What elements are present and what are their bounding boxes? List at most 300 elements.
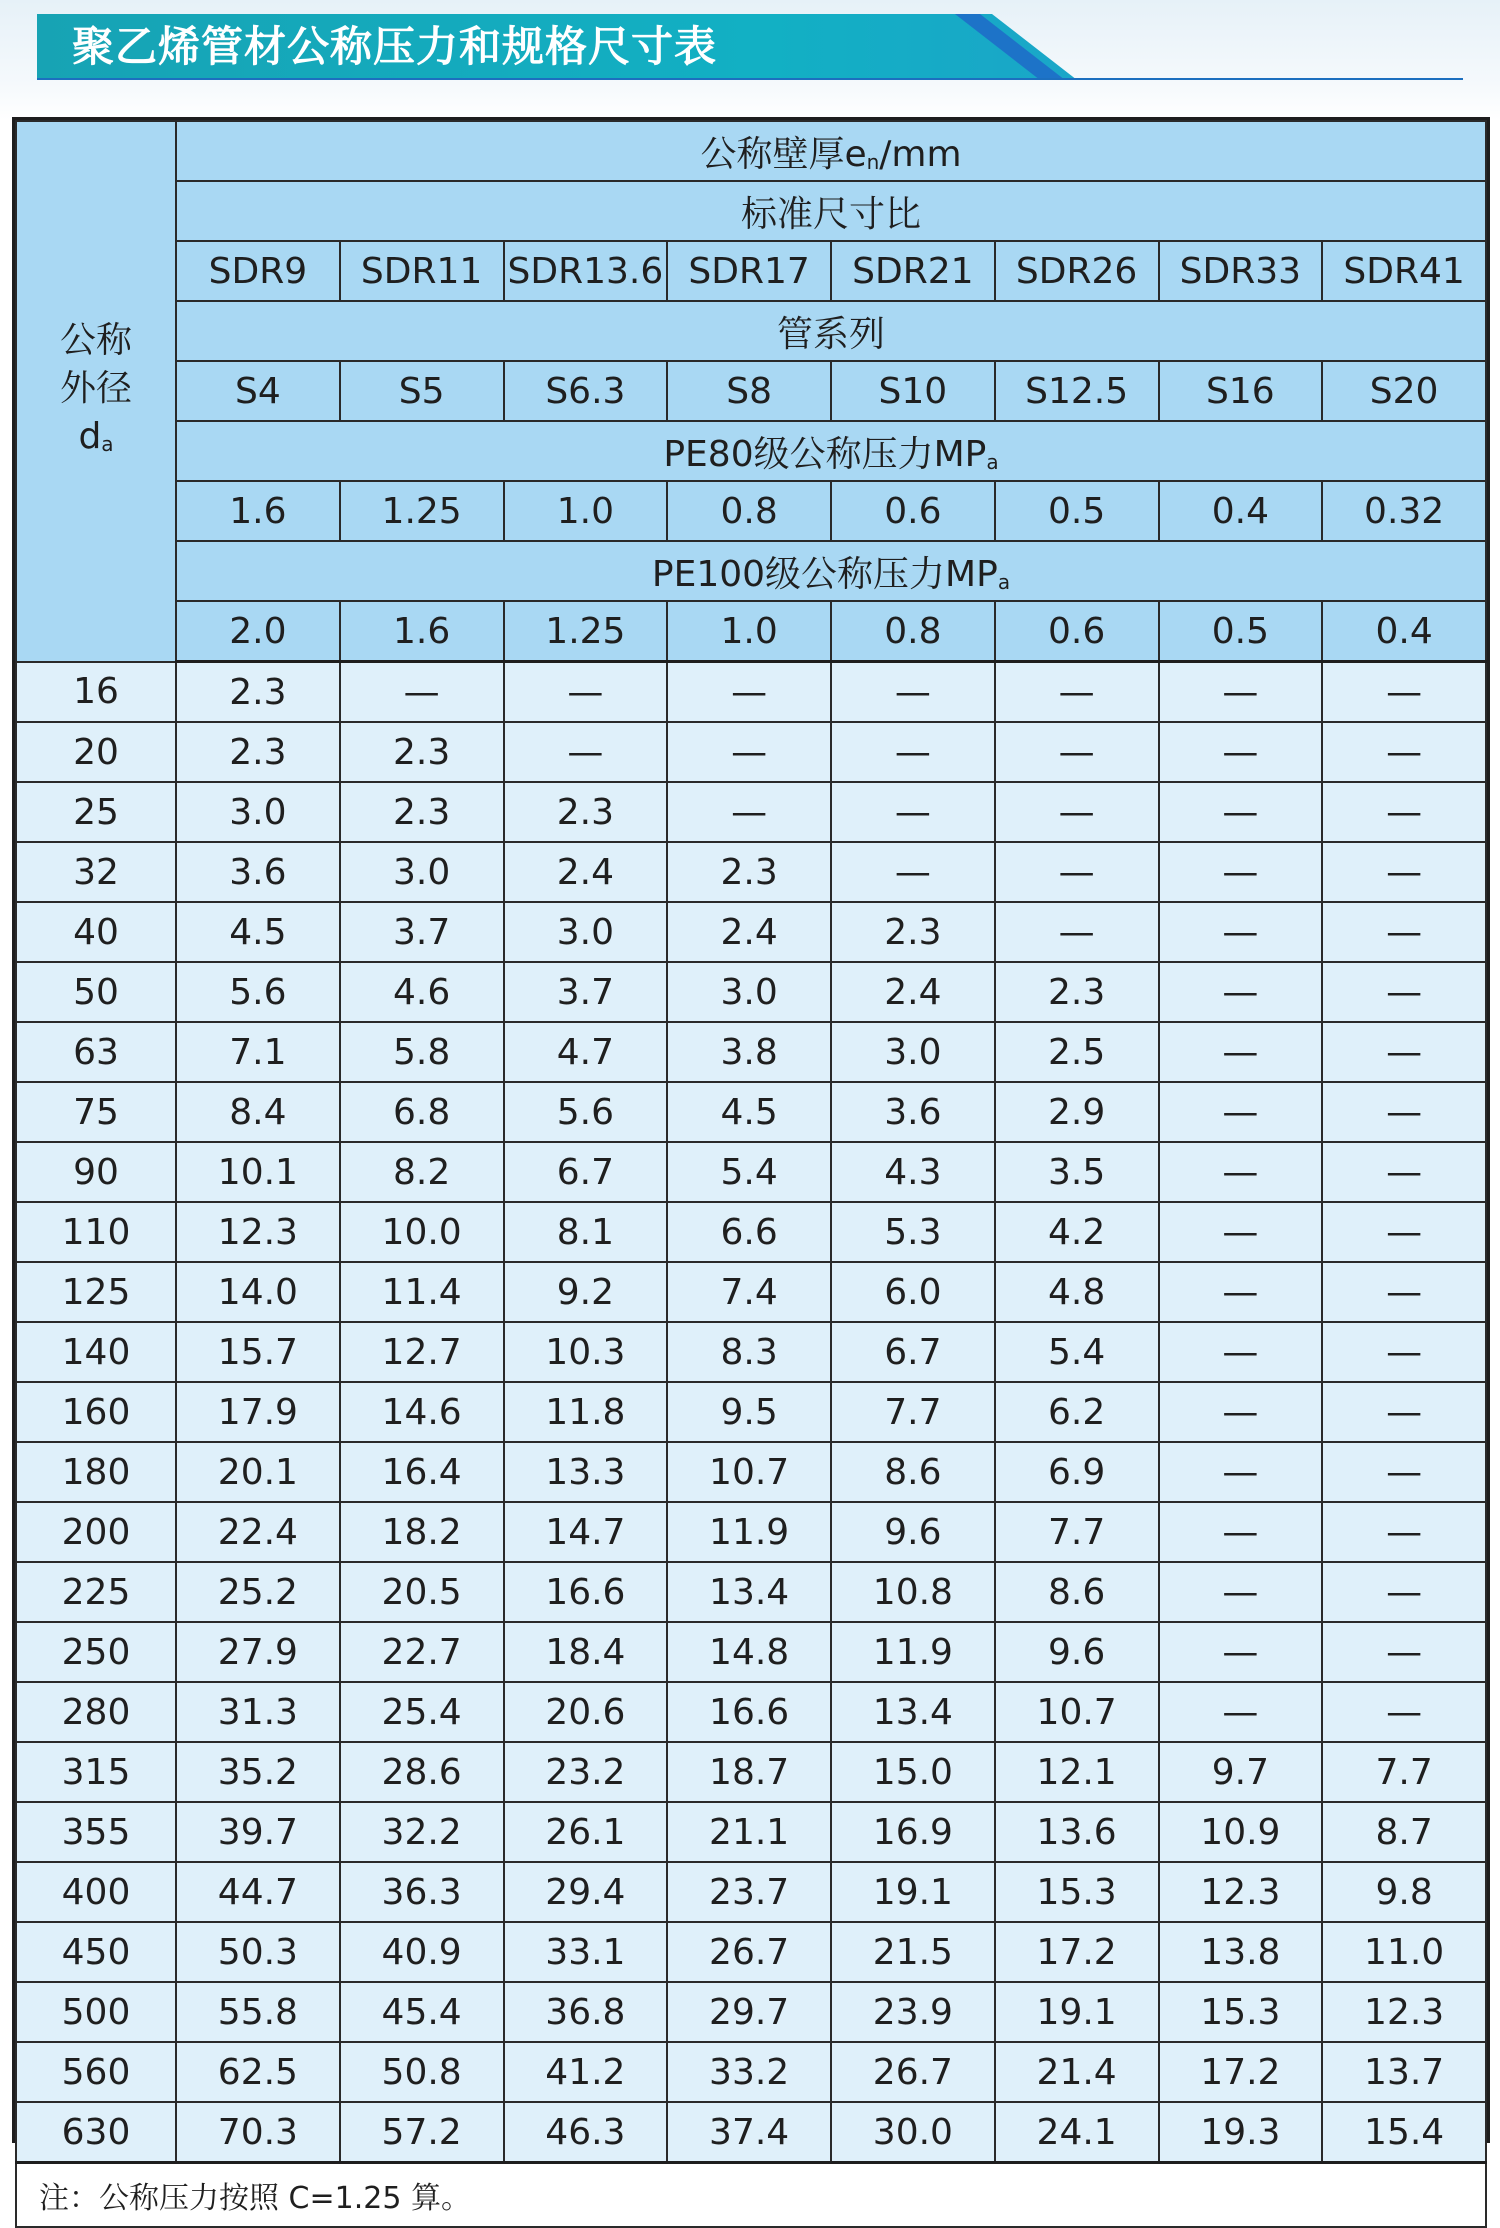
wall-thickness-cell: 7.1 — [176, 1022, 340, 1082]
wall-thickness-cell: 2.4 — [831, 962, 995, 1022]
wall-thickness-cell: — — [667, 782, 831, 842]
wall-thickness-cell: 32.2 — [340, 1802, 504, 1862]
wall-thickness-cell: 2.3 — [504, 782, 668, 842]
pe100-pressure-cell: 0.8 — [831, 601, 995, 662]
footnote-row — [16, 2163, 1486, 2228]
wall-thickness-cell: 3.6 — [176, 842, 340, 902]
wall-thickness-cell: 26.1 — [504, 1802, 668, 1862]
wall-thickness-cell: 2.5 — [995, 1022, 1159, 1082]
wall-thickness-cell: 13.6 — [995, 1802, 1159, 1862]
table-row — [16, 722, 1486, 782]
wall-thickness-cell: — — [1159, 842, 1323, 902]
series-cell: S12.5 — [995, 361, 1159, 421]
header-row-pe100-values — [16, 601, 1486, 662]
wall-thickness-cell: 24.1 — [995, 2102, 1159, 2163]
table-row — [16, 1262, 1486, 1322]
wall-thickness-cell: 29.7 — [667, 1982, 831, 2042]
wall-thickness-cell: — — [1322, 662, 1486, 723]
wall-thickness-cell: — — [1322, 1382, 1486, 1442]
wall-thickness-cell: 4.5 — [176, 902, 340, 962]
wall-thickness-cell: 5.6 — [504, 1082, 668, 1142]
pe100-pressure-cell: 1.6 — [340, 601, 504, 662]
wall-thickness-cell: 10.1 — [176, 1142, 340, 1202]
wall-thickness-cell: 17.2 — [995, 1922, 1159, 1982]
header-row-sdr-values — [16, 241, 1486, 301]
wall-thickness-cell: 8.3 — [667, 1322, 831, 1382]
wall-thickness-cell: — — [1159, 1082, 1323, 1142]
wall-thickness-cell: 21.5 — [831, 1922, 995, 1982]
pe80-pressure-cell: 1.0 — [504, 481, 668, 541]
wall-thickness-cell: 16.6 — [667, 1682, 831, 1742]
wall-thickness-cell: 70.3 — [176, 2102, 340, 2163]
outer-diameter-header — [16, 121, 176, 662]
outer-diameter-cell: 90 — [16, 1142, 176, 1202]
wall-thickness-cell: — — [1322, 782, 1486, 842]
pe80-pressure-cell: 1.25 — [340, 481, 504, 541]
wall-thickness-cell: 9.6 — [831, 1502, 995, 1562]
wall-thickness-cell: 12.3 — [176, 1202, 340, 1262]
pe100-pressure-cell: 1.25 — [504, 601, 668, 662]
wall-thickness-cell: — — [667, 722, 831, 782]
wall-thickness-cell: 26.7 — [831, 2042, 995, 2102]
wall-thickness-cell: — — [504, 662, 668, 723]
wall-thickness-cell: — — [1159, 1262, 1323, 1322]
wall-thickness-cell: 25.4 — [340, 1682, 504, 1742]
wall-thickness-cell: 9.7 — [1159, 1742, 1323, 1802]
wall-thickness-cell: 12.3 — [1159, 1862, 1323, 1922]
series-cell: S6.3 — [504, 361, 668, 421]
wall-thickness-cell: — — [831, 662, 995, 723]
od-label-line2: 外径 — [59, 368, 132, 410]
wall-thickness-cell: — — [831, 842, 995, 902]
wall-thickness-cell: — — [1322, 1502, 1486, 1562]
wall-thickness-cell: 14.7 — [504, 1502, 668, 1562]
wall-thickness-cell: 37.4 — [667, 2102, 831, 2163]
wall-thickness-cell: 8.1 — [504, 1202, 668, 1262]
wall-thickness-cell: 17.2 — [1159, 2042, 1323, 2102]
wall-thickness-cell: 11.8 — [504, 1382, 668, 1442]
pe100-pressure-cell: 0.4 — [1322, 601, 1486, 662]
sdr-cell: SDR13.6 — [504, 241, 668, 301]
wall-thickness-cell: 19.1 — [831, 1862, 995, 1922]
wall-thickness-cell: — — [1159, 1382, 1323, 1442]
outer-diameter-cell: 400 — [16, 1862, 176, 1922]
wall-thickness-cell: — — [995, 842, 1159, 902]
wall-thickness-cell: — — [1322, 1682, 1486, 1742]
wall-thickness-cell: 18.7 — [667, 1742, 831, 1802]
outer-diameter-cell: 225 — [16, 1562, 176, 1622]
table-row — [16, 2102, 1486, 2163]
table-row — [16, 1922, 1486, 1982]
outer-diameter-cell: 140 — [16, 1322, 176, 1382]
series-cell: S8 — [667, 361, 831, 421]
wall-thickness-cell: 9.5 — [667, 1382, 831, 1442]
header-row-pe80-label — [16, 421, 1486, 481]
wall-thickness-cell: 26.7 — [667, 1922, 831, 1982]
wall-thickness-cell: 2.3 — [667, 842, 831, 902]
wall-thickness-cell: — — [1159, 1442, 1323, 1502]
outer-diameter-cell: 160 — [16, 1382, 176, 1442]
pe100-label: PE100级公称压力MPa — [176, 541, 1486, 601]
wall-thickness-cell: 41.2 — [504, 2042, 668, 2102]
wall-thickness-cell: 10.0 — [340, 1202, 504, 1262]
outer-diameter-cell: 315 — [16, 1742, 176, 1802]
wall-thickness-cell: 5.4 — [995, 1322, 1159, 1382]
wall-thickness-cell: 9.2 — [504, 1262, 668, 1322]
wall-thickness-cell: 15.0 — [831, 1742, 995, 1802]
wall-thickness-cell: 23.9 — [831, 1982, 995, 2042]
wall-thickness-cell: 13.4 — [831, 1682, 995, 1742]
spec-table — [15, 120, 1487, 2228]
wall-thickness-cell: 23.2 — [504, 1742, 668, 1802]
wall-thickness-cell: — — [1159, 722, 1323, 782]
outer-diameter-cell: 450 — [16, 1922, 176, 1982]
wall-thickness-cell: — — [995, 782, 1159, 842]
outer-diameter-cell: 355 — [16, 1802, 176, 1862]
wall-thickness-cell: — — [995, 662, 1159, 723]
wall-thickness-cell: 33.1 — [504, 1922, 668, 1982]
sdr-cell: SDR17 — [667, 241, 831, 301]
wall-thickness-cell: 8.4 — [176, 1082, 340, 1142]
wall-thickness-cell: — — [1322, 1322, 1486, 1382]
wall-thickness-cell: 13.7 — [1322, 2042, 1486, 2102]
table-row — [16, 1682, 1486, 1742]
wall-thickness-cell: 6.2 — [995, 1382, 1159, 1442]
table-row — [16, 1862, 1486, 1922]
series-cell: S10 — [831, 361, 995, 421]
pe80-pressure-cell: 0.8 — [667, 481, 831, 541]
wall-thickness-cell: 4.2 — [995, 1202, 1159, 1262]
wall-thickness-cell: 15.3 — [995, 1862, 1159, 1922]
wall-thickness-cell: — — [1159, 1322, 1323, 1382]
wall-thickness-cell: 20.6 — [504, 1682, 668, 1742]
pe80-pressure-cell: 1.6 — [176, 481, 340, 541]
sdr-cell: SDR26 — [995, 241, 1159, 301]
wall-thickness-cell: — — [1159, 1202, 1323, 1262]
wall-thickness-cell: 19.3 — [1159, 2102, 1323, 2163]
wall-thickness-cell: 13.8 — [1159, 1922, 1323, 1982]
wall-thickness-cell: — — [995, 722, 1159, 782]
wall-thickness-cell: 4.6 — [340, 962, 504, 1022]
wall-thickness-cell: 4.7 — [504, 1022, 668, 1082]
sdr-label: 标准尺寸比 — [176, 181, 1486, 241]
wall-thickness-cell: — — [1159, 962, 1323, 1022]
table-row — [16, 1322, 1486, 1382]
wall-thickness-cell: 3.0 — [176, 782, 340, 842]
wall-thickness-cell: — — [831, 722, 995, 782]
outer-diameter-cell: 40 — [16, 902, 176, 962]
wall-thickness-cell: — — [667, 662, 831, 723]
wall-thickness-cell: — — [1159, 1682, 1323, 1742]
wall-thickness-cell: 50.8 — [340, 2042, 504, 2102]
wall-thickness-cell: 50.3 — [176, 1922, 340, 1982]
table-row — [16, 2042, 1486, 2102]
od-label-line1: 公称 — [59, 320, 132, 362]
wall-thickness-cell: 62.5 — [176, 2042, 340, 2102]
wall-thickness-cell: 13.3 — [504, 1442, 668, 1502]
header-row-wall-thickness — [16, 121, 1486, 181]
footnote: 注：公称压力按照 C=1.25 算。 — [16, 2163, 1486, 2228]
wall-thickness-cell: — — [1159, 1022, 1323, 1082]
wall-thickness-cell: 39.7 — [176, 1802, 340, 1862]
table-row — [16, 902, 1486, 962]
wall-thickness-cell: 12.7 — [340, 1322, 504, 1382]
wall-thickness-cell: — — [1322, 722, 1486, 782]
page-title: 聚乙烯管材公称压力和规格尺寸表 — [72, 22, 718, 71]
pe100-pressure-cell: 0.5 — [1159, 601, 1323, 662]
spec-table-container — [12, 117, 1490, 2216]
wall-thickness-cell: 16.6 — [504, 1562, 668, 1622]
wall-thickness-cell: 6.8 — [340, 1082, 504, 1142]
pe80-pressure-cell: 0.4 — [1159, 481, 1323, 541]
table-row — [16, 1082, 1486, 1142]
wall-thickness-cell: 14.0 — [176, 1262, 340, 1322]
wall-thickness-cell: 2.9 — [995, 1082, 1159, 1142]
wall-thickness-cell: 10.7 — [667, 1442, 831, 1502]
wall-thickness-cell: 2.3 — [176, 722, 340, 782]
wall-thickness-cell: — — [1159, 1502, 1323, 1562]
wall-thickness-cell: 2.4 — [667, 902, 831, 962]
wall-thickness-cell: 6.7 — [504, 1142, 668, 1202]
wall-thickness-cell: 2.3 — [995, 962, 1159, 1022]
header-row-pe80-values — [16, 481, 1486, 541]
wall-thickness-cell: — — [1322, 1022, 1486, 1082]
pe80-pressure-cell: 0.32 — [1322, 481, 1486, 541]
series-cell: S16 — [1159, 361, 1323, 421]
sdr-cell: SDR33 — [1159, 241, 1323, 301]
pe80-pressure-cell: 0.5 — [995, 481, 1159, 541]
wall-thickness-cell: 28.6 — [340, 1742, 504, 1802]
wall-thickness-cell: 3.7 — [504, 962, 668, 1022]
wall-thickness-cell: — — [1322, 1262, 1486, 1322]
wall-thickness-cell: 14.6 — [340, 1382, 504, 1442]
outer-diameter-cell: 560 — [16, 2042, 176, 2102]
wall-thickness-cell: 6.6 — [667, 1202, 831, 1262]
wall-thickness-header: 公称壁厚en/mm — [176, 121, 1486, 181]
table-row — [16, 1442, 1486, 1502]
pe100-pressure-cell: 0.6 — [995, 601, 1159, 662]
table-row — [16, 1142, 1486, 1202]
wall-thickness-cell: 5.6 — [176, 962, 340, 1022]
wall-thickness-cell: 10.8 — [831, 1562, 995, 1622]
wall-thickness-cell: 10.9 — [1159, 1802, 1323, 1862]
wall-thickness-cell: — — [1322, 1442, 1486, 1502]
wall-thickness-cell: 11.9 — [831, 1622, 995, 1682]
table-row — [16, 1622, 1486, 1682]
table-row — [16, 1742, 1486, 1802]
wall-thickness-cell: 18.2 — [340, 1502, 504, 1562]
outer-diameter-cell: 500 — [16, 1982, 176, 2042]
wall-thickness-cell: 40.9 — [340, 1922, 504, 1982]
wall-thickness-cell: 7.7 — [831, 1382, 995, 1442]
wall-thickness-cell: 4.3 — [831, 1142, 995, 1202]
outer-diameter-cell: 50 — [16, 962, 176, 1022]
wall-thickness-cell: 11.0 — [1322, 1922, 1486, 1982]
wall-thickness-cell: — — [1322, 1082, 1486, 1142]
wall-thickness-cell: 20.1 — [176, 1442, 340, 1502]
wall-thickness-cell: 7.4 — [667, 1262, 831, 1322]
wall-thickness-cell: 17.9 — [176, 1382, 340, 1442]
outer-diameter-cell: 75 — [16, 1082, 176, 1142]
wall-thickness-cell: — — [1159, 662, 1323, 723]
series-label: 管系列 — [176, 301, 1486, 361]
wall-thickness-cell: 9.6 — [995, 1622, 1159, 1682]
table-row — [16, 1562, 1486, 1622]
outer-diameter-cell: 125 — [16, 1262, 176, 1322]
outer-diameter-cell: 110 — [16, 1202, 176, 1262]
wall-thickness-cell: 2.4 — [504, 842, 668, 902]
wall-thickness-cell: 12.3 — [1322, 1982, 1486, 2042]
wall-thickness-cell: 3.8 — [667, 1022, 831, 1082]
wall-thickness-cell: 6.9 — [995, 1442, 1159, 1502]
wall-thickness-cell: 3.5 — [995, 1142, 1159, 1202]
wall-thickness-cell: 46.3 — [504, 2102, 668, 2163]
table-row — [16, 1022, 1486, 1082]
table-row — [16, 1202, 1486, 1262]
outer-diameter-cell: 630 — [16, 2102, 176, 2163]
wall-thickness-cell: — — [1159, 902, 1323, 962]
wall-thickness-cell: 11.9 — [667, 1502, 831, 1562]
wall-thickness-cell: 25.2 — [176, 1562, 340, 1622]
wall-thickness-cell: 29.4 — [504, 1862, 668, 1922]
wall-thickness-cell: 57.2 — [340, 2102, 504, 2163]
outer-diameter-cell: 200 — [16, 1502, 176, 1562]
table-row — [16, 782, 1486, 842]
outer-diameter-cell: 32 — [16, 842, 176, 902]
wall-thickness-cell: 35.2 — [176, 1742, 340, 1802]
wall-thickness-cell: 36.3 — [340, 1862, 504, 1922]
outer-diameter-cell: 20 — [16, 722, 176, 782]
header-row-series-label — [16, 301, 1486, 361]
header-row-series-values — [16, 361, 1486, 421]
wall-thickness-cell: 15.7 — [176, 1322, 340, 1382]
table-row — [16, 1982, 1486, 2042]
wall-thickness-cell: 10.7 — [995, 1682, 1159, 1742]
wall-thickness-cell: 18.4 — [504, 1622, 668, 1682]
wall-thickness-cell: 19.1 — [995, 1982, 1159, 2042]
wall-thickness-cell: 2.3 — [340, 782, 504, 842]
wall-thickness-cell: 3.0 — [504, 902, 668, 962]
series-cell: S20 — [1322, 361, 1486, 421]
series-cell: S5 — [340, 361, 504, 421]
wall-thickness-cell: 5.3 — [831, 1202, 995, 1262]
wall-thickness-cell: 22.7 — [340, 1622, 504, 1682]
wall-thickness-cell: 3.0 — [340, 842, 504, 902]
wall-thickness-cell: — — [831, 782, 995, 842]
header-row-sdr-label — [16, 181, 1486, 241]
wall-thickness-cell: 11.4 — [340, 1262, 504, 1322]
wall-thickness-cell: 8.6 — [831, 1442, 995, 1502]
wall-thickness-cell: — — [1322, 962, 1486, 1022]
wall-thickness-cell: — — [1159, 1562, 1323, 1622]
wall-thickness-cell: 2.3 — [831, 902, 995, 962]
outer-diameter-cell: 25 — [16, 782, 176, 842]
wall-thickness-cell: 6.0 — [831, 1262, 995, 1322]
wall-thickness-cell: — — [1322, 1622, 1486, 1682]
wall-thickness-cell: 8.2 — [340, 1142, 504, 1202]
wall-thickness-cell: 20.5 — [340, 1562, 504, 1622]
wall-thickness-cell: 21.4 — [995, 2042, 1159, 2102]
wall-thickness-cell: 3.0 — [667, 962, 831, 1022]
sdr-cell: SDR11 — [340, 241, 504, 301]
header-row-pe100-label — [16, 541, 1486, 601]
wall-thickness-cell: — — [1322, 1562, 1486, 1622]
outer-diameter-cell: 280 — [16, 1682, 176, 1742]
pe100-pressure-cell: 1.0 — [667, 601, 831, 662]
pe80-label: PE80级公称压力MPa — [176, 421, 1486, 481]
wall-thickness-cell: 8.7 — [1322, 1802, 1486, 1862]
table-row — [16, 1502, 1486, 1562]
wall-thickness-cell: 7.7 — [995, 1502, 1159, 1562]
wall-thickness-cell: 16.4 — [340, 1442, 504, 1502]
table-row — [16, 842, 1486, 902]
wall-thickness-cell: 31.3 — [176, 1682, 340, 1742]
wall-thickness-cell: 4.8 — [995, 1262, 1159, 1322]
pe80-pressure-cell: 0.6 — [831, 481, 995, 541]
wall-thickness-cell: — — [1322, 1142, 1486, 1202]
wall-thickness-cell: — — [504, 722, 668, 782]
outer-diameter-cell: 63 — [16, 1022, 176, 1082]
wall-thickness-cell: 13.4 — [667, 1562, 831, 1622]
wall-thickness-cell: — — [340, 662, 504, 723]
sdr-cell: SDR9 — [176, 241, 340, 301]
wall-thickness-cell: 12.1 — [995, 1742, 1159, 1802]
table-row — [16, 662, 1486, 723]
wall-thickness-cell: 45.4 — [340, 1982, 504, 2042]
wall-thickness-cell: 10.3 — [504, 1322, 668, 1382]
wall-thickness-cell: 23.7 — [667, 1862, 831, 1922]
outer-diameter-cell: 180 — [16, 1442, 176, 1502]
wall-thickness-cell: — — [1322, 902, 1486, 962]
pe100-pressure-cell: 2.0 — [176, 601, 340, 662]
wall-thickness-cell: 2.3 — [176, 662, 340, 723]
od-label-line3: da — [78, 416, 114, 458]
wall-thickness-cell: 5.4 — [667, 1142, 831, 1202]
wall-thickness-cell: 21.1 — [667, 1802, 831, 1862]
sdr-cell: SDR21 — [831, 241, 995, 301]
wall-thickness-cell: 7.7 — [1322, 1742, 1486, 1802]
wall-thickness-cell: 14.8 — [667, 1622, 831, 1682]
outer-diameter-cell: 250 — [16, 1622, 176, 1682]
wall-thickness-cell: 5.8 — [340, 1022, 504, 1082]
wall-thickness-cell: 3.6 — [831, 1082, 995, 1142]
wall-thickness-cell: 27.9 — [176, 1622, 340, 1682]
wall-thickness-cell: 3.0 — [831, 1022, 995, 1082]
wall-thickness-cell: — — [995, 902, 1159, 962]
wall-thickness-cell: — — [1159, 1622, 1323, 1682]
wall-thickness-cell: 30.0 — [831, 2102, 995, 2163]
wall-thickness-cell: 9.8 — [1322, 1862, 1486, 1922]
wall-thickness-cell: 2.3 — [340, 722, 504, 782]
wall-thickness-cell: 44.7 — [176, 1862, 340, 1922]
wall-thickness-cell: 33.2 — [667, 2042, 831, 2102]
wall-thickness-cell: 6.7 — [831, 1322, 995, 1382]
series-cell: S4 — [176, 361, 340, 421]
wall-thickness-cell: 15.3 — [1159, 1982, 1323, 2042]
wall-thickness-cell: 3.7 — [340, 902, 504, 962]
wall-thickness-cell: — — [1159, 782, 1323, 842]
wall-thickness-cell: — — [1159, 1142, 1323, 1202]
wall-thickness-cell: — — [1322, 1202, 1486, 1262]
table-row — [16, 1802, 1486, 1862]
wall-thickness-cell: 22.4 — [176, 1502, 340, 1562]
wall-thickness-cell: — — [1322, 842, 1486, 902]
wall-thickness-cell: 36.8 — [504, 1982, 668, 2042]
table-row — [16, 1382, 1486, 1442]
wall-thickness-cell: 8.6 — [995, 1562, 1159, 1622]
table-row — [16, 962, 1486, 1022]
outer-diameter-cell: 16 — [16, 662, 176, 723]
